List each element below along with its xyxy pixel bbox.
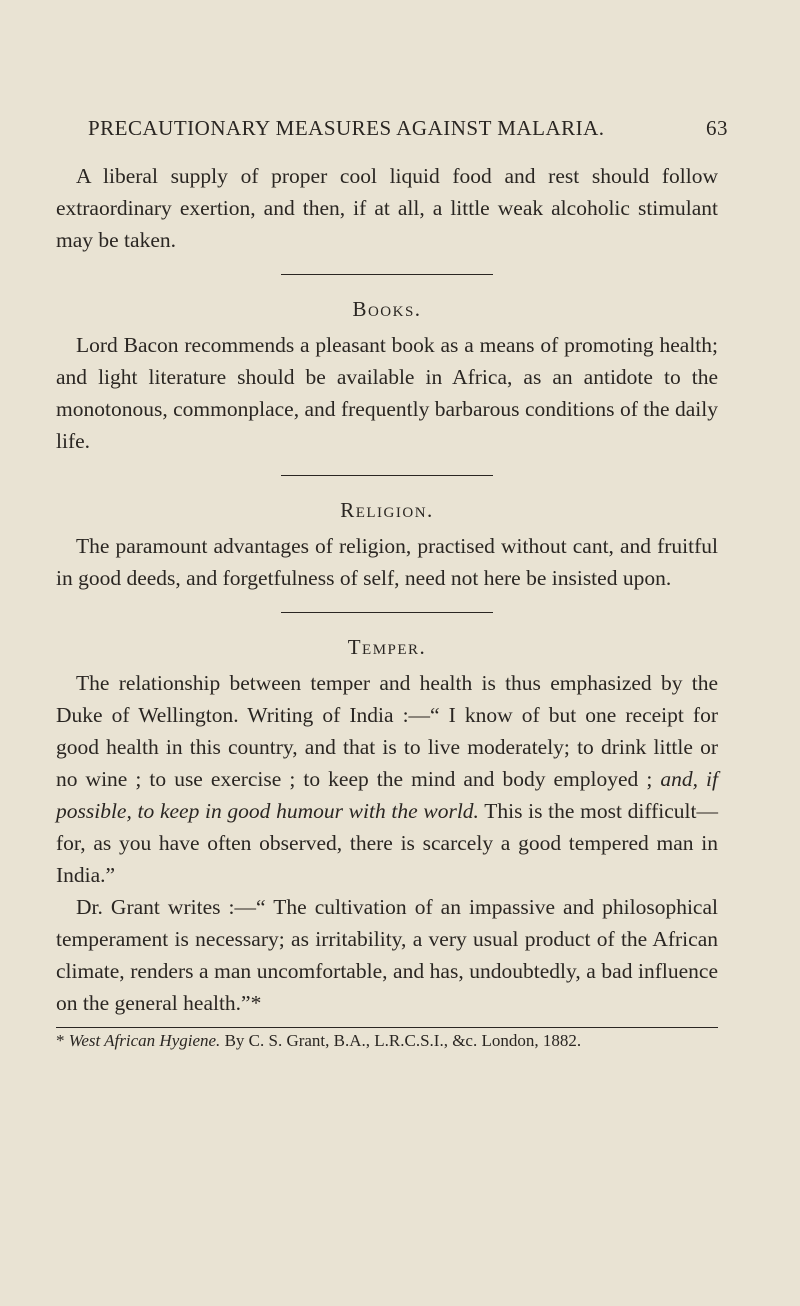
paragraph-liquid-food: A liberal supply of proper cool liquid food and rest should follow extraordinary exertion, and then, if at all, a little weak alcoholic stimulant may be taken. [56,164,718,252]
heading-religion: Religion. [340,498,434,522]
temper-text-italic: and, if possible, to keep in good humour with the world. [56,767,718,823]
page-body [56,160,718,1052]
temper-text-b: This is the most difficult—for, as you have often observed, there is scarcely a good tempered man in India.” [56,799,718,887]
paragraph-temper [56,667,718,891]
heading-books: Books. [352,297,422,321]
section-divider [281,612,493,613]
footnote-rule [56,1027,718,1028]
running-head [88,116,728,141]
heading-temper: Temper. [347,635,427,659]
section-divider [281,274,493,275]
page-number: 63 [706,116,728,140]
paragraph-books: Lord Bacon recommends a pleasant book as a means of promoting health; and light literature should be available in Africa, as an antidote to the monotonous, commonplace, and frequently barbarous conditions of the daily life. [56,333,718,453]
footnote-text: By C. S. Grant, B.A., L.R.C.S.I., &c. London, 1882. [224,1031,582,1050]
footnote-marker: * [56,1031,65,1050]
section-divider [281,475,493,476]
paragraph-religion: The paramount advantages of religion, practised without cant, and fruitful in good deeds, and forgetfulness of self, need not here be insisted upon. [56,534,718,590]
temper-text-a: The relationship between temper and health is thus emphasized by the Duke of Wellington. Writing of India :—“ I know of but one receipt for good health in this country, and that is to live moderately; to drink little or no wine ; to use exercise ; to keep the mind and body employed ; [56,671,718,791]
footnote-title: West African Hygiene. [68,1031,221,1050]
running-title: PRECAUTIONARY MEASURES AGAINST MALARIA. [88,116,605,140]
paragraph-grant: Dr. Grant writes :—“ The cultivation of an impassive and philosophical temperament is necessary; as irritability, a very usual product of the African climate, renders a man uncomfortable, and has, undoubtedly, a bad influence on the general health.”* [56,895,718,1015]
footnote [56,1030,718,1052]
